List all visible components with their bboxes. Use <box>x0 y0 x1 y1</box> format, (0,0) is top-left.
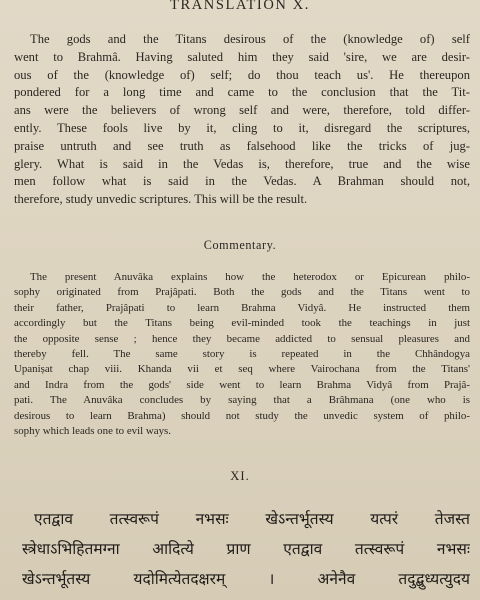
commentary-line: Upanișat chap viii. Khanda vii et seq where Vairochana from the Titans' <box>14 363 470 376</box>
translation-line: glery. What is said in the Vedas is, therefore, true and the wise <box>14 156 470 171</box>
commentary-title: Commentary. <box>203 238 277 252</box>
translation-line: pondered for a long time and came to the conclusion that the Tit- <box>14 85 470 100</box>
section-number: XI. <box>230 469 250 483</box>
translation-paragraph <box>14 31 470 209</box>
commentary-line: and Indra from the gods' side went to learn Brahma Vidyâ from Prajâ- <box>14 378 470 391</box>
commentary-line: pati. The Anuvâka concludes by saying that a Brâhmana (one who is <box>14 394 470 407</box>
translation-line: therefore, study unvedic scriptures. This will be the result. <box>14 192 308 207</box>
sanskrit-line: एतद्वाव तत्स्वरूपं नभसः खेऽन्तर्भूतस्य यत्परं तेजस्त <box>34 510 470 528</box>
commentary-paragraph <box>14 270 470 439</box>
commentary-line: the opposite sense ; hence they became addicted to sensual pleasures and <box>14 332 470 345</box>
commentary-line: The present Anuvâka explains how the heterodox or Epicurean philo- <box>30 271 470 283</box>
translation-line: men follow what is said in the Vedas. A Brahman should not, <box>14 174 470 189</box>
translation-line: The gods and the Titans desirous of the (knowledge of) self <box>30 32 470 46</box>
translation-line: ently. These fools live by it, cling to it, disregard the scriptures, <box>14 120 470 135</box>
translation-line: ous of the (knowledge of) self; do thou teach us'. He thereupon <box>14 67 470 82</box>
translation-line: ans were the believers of wrong self and were, therefore, told differ- <box>14 103 470 118</box>
commentary-line: accordingly but the Titans being evil-minded took the teachings in just <box>14 317 470 330</box>
translation-line: praise untruth and see truth as falsehood like the tricks of jug- <box>14 138 470 153</box>
commentary-line: sophy originated from Prajâpati. Both the gods and the Titans went to <box>14 286 470 299</box>
commentary-line: desirous to learn Brahma) should not study the unvedic system of philo- <box>14 409 470 422</box>
page-heading: TRANSLATION X. <box>169 0 310 13</box>
translation-line: went to Brahmâ. Having saluted him they said 'sire, we are desir- <box>14 49 470 64</box>
sanskrit-line: खेऽन्तर्भूतस्य यदोमित्येतदक्षरम् । अनेनैव तदुद्बुध्यत्युदय <box>22 570 470 588</box>
commentary-line: thereby fell. The same story is repeated in the Chhândogya <box>14 348 470 361</box>
commentary-line: sophy which leads one to evil ways. <box>14 425 171 438</box>
sanskrit-text <box>22 504 470 594</box>
commentary-line: their father, Prajâpati to learn Brahma Vidyâ. He instructed them <box>14 301 470 314</box>
sanskrit-line: स्त्रेधाऽभिहितमग्ना आदित्ये प्राण एतद्वाव तत्स्वरूपं नभसः <box>22 540 470 558</box>
